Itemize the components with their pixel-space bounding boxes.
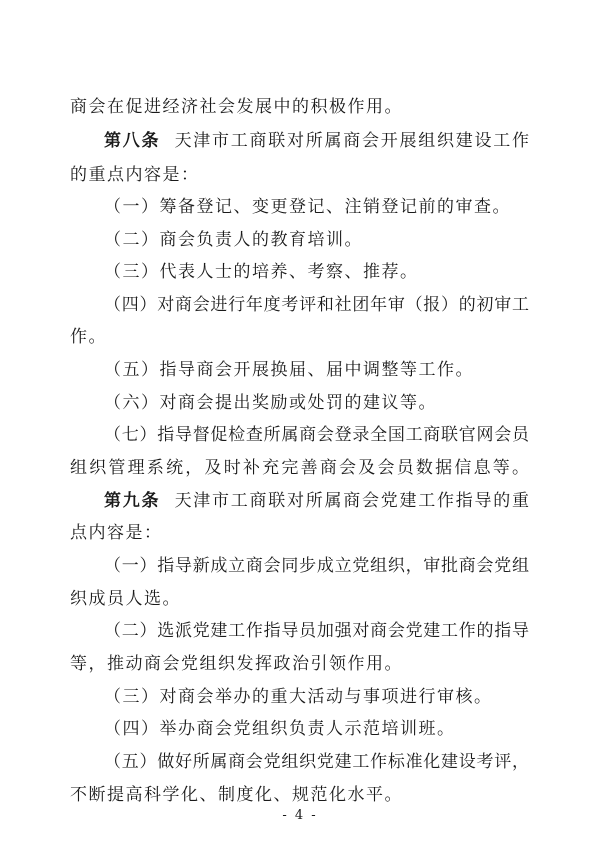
article-9-item-1-cont: 织成员人选。 [70, 589, 181, 609]
intro-tail-line: 商会在促进经济社会发展中的积极作用。 [70, 97, 403, 117]
article-8-item-7: （七）指导督促检查所属商会登录全国工商联官网会员 [104, 425, 529, 445]
article-9-item-3: （三）对商会举办的重大活动与事项进行审核。 [104, 687, 493, 707]
article-9-item-2-cont: 等，推动商会党组织发挥政治引领作用。 [70, 654, 403, 674]
page-number: - 4 - [282, 808, 318, 823]
article-9-label: 第九条 [104, 491, 161, 511]
article-9-line-2: 点内容是： [70, 523, 163, 543]
article-8-item-4: （四）对商会进行年度考评和社团年审（报）的初审工 [104, 295, 529, 315]
article-9-item-5: （五）做好所属商会党组织党建工作标准化建设考评， [104, 752, 529, 772]
article-8-item-7-cont: 组织管理系统，及时补充完善商会及会员数据信息等。 [70, 458, 529, 478]
article-8-line-2: 的重点内容是： [70, 165, 200, 185]
article-9-line-1: 天津市工商联对所属商会党建工作指导的重 [174, 491, 530, 511]
article-8-item-6: （六）对商会提出奖励或处罚的建议等。 [104, 393, 437, 413]
article-8-item-4-cont: 作。 [70, 327, 107, 347]
article-8-heading-line [104, 130, 529, 152]
article-9-item-1: （一）指导新成立商会同步成立党组织，审批商会党组 [104, 556, 529, 576]
article-8-line-1: 天津市工商联对所属商会开展组织建设工作 [174, 131, 530, 151]
article-9-item-5-cont: 不断提高科学化、制度化、规范化水平。 [70, 785, 403, 805]
article-9-item-2: （二）选派党建工作指导员加强对商会党建工作的指导 [104, 621, 529, 641]
article-8-item-3: （三）代表人士的培养、考察、推荐。 [104, 262, 419, 282]
article-9-item-4: （四）举办商会党组织负责人示范培训班。 [104, 719, 456, 739]
article-9-heading-line [104, 490, 529, 512]
article-8-item-5: （五）指导商会开展换届、届中调整等工作。 [104, 360, 474, 380]
article-8-label: 第八条 [104, 131, 161, 151]
article-8-item-1: （一）筹备登记、变更登记、注销登记前的审查。 [104, 197, 511, 217]
article-8-item-2: （二）商会负责人的教育培训。 [104, 230, 363, 250]
